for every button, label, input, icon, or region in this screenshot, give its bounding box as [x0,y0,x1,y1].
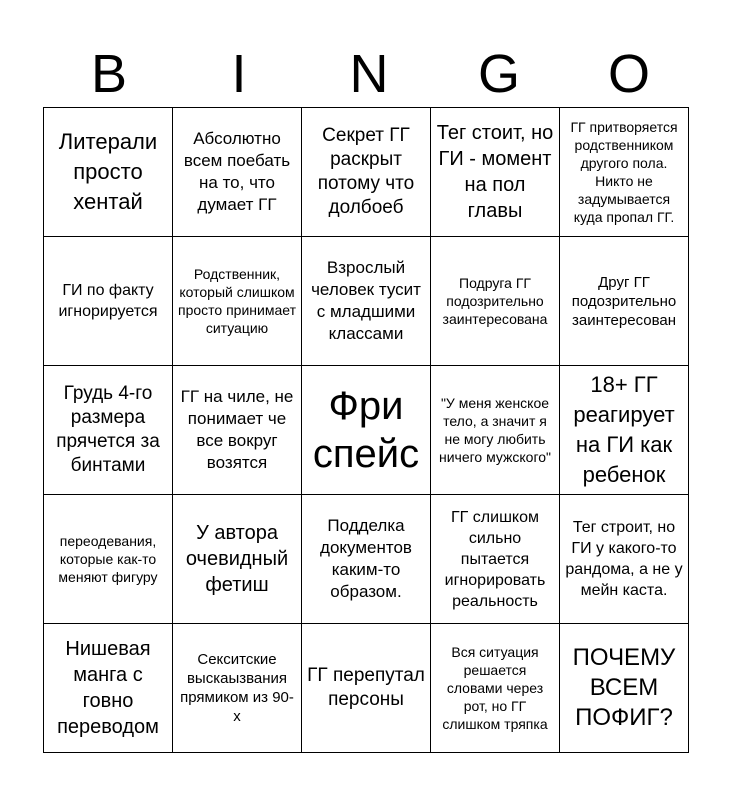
bingo-cell[interactable] [302,624,431,753]
bingo-cell[interactable] [431,108,560,237]
bingo-board [43,107,689,753]
bingo-cell[interactable] [173,237,302,366]
bingo-cell[interactable] [302,237,431,366]
cell-text: 18+ ГГ реагирует на ГИ как ребенок [573,372,675,487]
cell-text: Абсолютно всем поебать на то, что думает ГГ [183,129,291,214]
header-letter-o: O [607,44,650,104]
bingo-cell[interactable] [431,366,560,495]
header-letter-g: G [477,44,520,104]
board-row [44,237,689,366]
cell-text: ГГ на чиле, не понимает че все вокруг возятся [180,387,294,472]
bingo-cell[interactable] [431,495,560,624]
bingo-cell[interactable] [173,495,302,624]
bingo-cell[interactable] [44,624,173,753]
board-row [44,366,689,495]
free-space-text: Фри спейс [312,384,420,476]
cell-text: Секситские выскаызвания прямиком из 90-х [180,651,294,725]
header-letter-n: N [349,44,389,104]
cell-text: Подруга ГГ подозрительно заинтересована [442,275,548,327]
cell-text: переодевания, которые как-то меняют фигуру [58,533,158,585]
board-row [44,495,689,624]
cell-text: Тег стоит, но ГИ - момент на пол главы [436,122,554,222]
bingo-cell[interactable] [173,108,302,237]
cell-text: Взрослый человек тусит с младшими классами [311,258,421,343]
bingo-cell[interactable] [560,624,689,753]
board-row [44,624,689,753]
cell-text: У автора очевидный фетиш [185,522,289,596]
cell-text: Родственник, который слишком просто принимает ситуацию [178,266,296,336]
cell-text: Литерали просто хентай [58,129,158,214]
header-letter-i: I [231,44,247,104]
cell-text: ГИ по факту игнорируется [58,282,158,320]
bingo-cell[interactable] [44,237,173,366]
cell-text: ГГ перепутал персоны [307,665,425,710]
cell-text: Грудь 4-го размера прячется за бинтами [56,383,160,476]
bingo-cell[interactable] [431,237,560,366]
bingo-cell[interactable] [44,108,173,237]
cell-text: Подделка документов каким-то образом. [320,516,412,601]
bingo-cell[interactable] [560,366,689,495]
bingo-cell[interactable] [173,366,302,495]
cell-text: Нишевая манга с говно переводом [57,638,159,738]
cell-text: ГГ слишком сильно пытается игнорировать реальность [444,508,546,610]
cell-text: ПОЧЕМУ ВСЕМ ПОФИГ? [572,644,676,731]
bingo-header [44,40,694,108]
bingo-cell[interactable] [44,366,173,495]
cell-text: Друг ГГ подозрительно заинтересован [571,273,677,329]
header-letter-b: B [90,44,128,104]
bingo-cell[interactable] [560,108,689,237]
bingo-cell[interactable] [560,237,689,366]
bingo-cell[interactable] [173,624,302,753]
cell-text: Вся ситуация решается словами через рот, но ГГ слишком тряпка [442,644,548,732]
bingo-cell[interactable] [302,495,431,624]
cell-text: Тег строит, но ГИ у какого-то рандома, а не у мейн каста. [565,519,683,599]
board-row [44,108,689,237]
bingo-cell[interactable] [560,495,689,624]
free-space-cell[interactable] [302,366,431,495]
bingo-cell[interactable] [431,624,560,753]
bingo-cell[interactable] [302,108,431,237]
cell-text: Секрет ГГ раскрыт потому что долбоеб [317,125,415,218]
bingo-cell[interactable] [44,495,173,624]
cell-text: ГГ притворяется родственником другого пола. Никто не задумывается куда пропал ГГ. [570,119,678,225]
cell-text: "У меня женское тело, а значит я не могу любить ничего мужского" [438,395,552,465]
